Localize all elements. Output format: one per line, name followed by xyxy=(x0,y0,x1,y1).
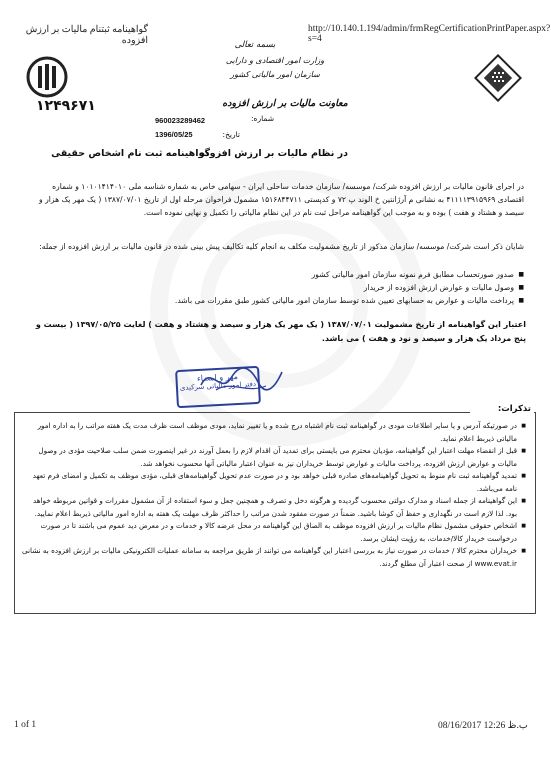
letterhead-department: معاونت مالیات بر ارزش افزوده xyxy=(222,98,348,109)
list-item: ■ صدور صورتحساب مطابق فرم نمونه سازمان امور مالیاتی کشور xyxy=(24,268,524,281)
footer-page-count: 1 of 1 xyxy=(14,720,37,730)
letterhead-ministry: وزارت امور اقتصادی و دارایی xyxy=(225,56,325,65)
list-item: ■ پرداخت مالیات و عوارض به حسابهای تعیین شده توسط سازمان امور مالیاتی کشور طبق مقررات می باشد. xyxy=(24,294,524,307)
list-item: ■ این گواهینامه از جمله اسناد و مدارک دولتی محسوب گردیده و هرگونه دخل و تصرف و همچنین جعل و سوء استفاده از آن مشمول مقررات و قوانین مربوطه خواهد بود. لذا لازم است در نگهداری و حفظ آن کوشا باشید. ضمناً در صورت مفقود شدن مراتب را حداکثر ظرف مهلت یک هفته به اداره امور مالیاتی ذیربط اعلام نمایید. xyxy=(20,495,526,520)
list-item: ■ در صورتیکه آدرس و یا سایر اطلاعات مودی در گواهینامه ثبت نام اشتباه درج شده و یا تغییر نماید، مودی موظف است ظرف مدت یک هفته مراتب را به اداره امور مالیاتی ذیربط اعلام نماید. xyxy=(20,420,526,445)
tax-organization-logo xyxy=(26,56,68,98)
print-url: http://10.140.1.194/admin/frmRegCertificationPrintPaper.aspx?s=4 xyxy=(308,24,551,44)
validity-statement: اعتبار این گواهینامه از تاریخ مشمولیت ۱۳۸۷/۰۷/۰۱ ( یک مهر یک هزار و سیصد و هشتاد و هفت ) لغایت ۱۳۹۷/۰۵/۲۵ ( بیست و پنج مرداد یک هزار و سیصد و نود و هفت ) می باشد. xyxy=(35,320,526,343)
certificate-title-left: گواهینامه ثبت نام اشخاص حقیقی xyxy=(51,148,210,159)
list-item: ■ خریداران محترم کالا / خدمات در صورت نیاز به بررسی اعتبار این گواهینامه می توانند از طریق مراجعه به سامانه عملیات الکترونیکی مالیات بر ارزش افزوده به نشانی www.evat.ir از صحت اعتبار آن مطلع گردند. xyxy=(20,545,526,570)
letterhead-organization: سازمان امور مالیاتی کشور xyxy=(230,70,320,79)
notes-list xyxy=(20,420,526,570)
stamp-line-1: مهر و امضاء xyxy=(196,371,239,384)
doc-number-value: 960023289462 xyxy=(155,116,206,125)
doc-number-label: شماره: xyxy=(251,114,274,123)
paragraph-registration: در اجرای قانون مالیات بر ارزش افزوده شرکت/ موسسه/ سازمان خدمات ساحلی ایران - سهامی خاص به شماره شناسه ملی ۱۰۱۰۱۴۱۴۰۱۰ و شماره اقتصادی ۴۱۱۱۱۳۹۱۵۹۶۹ به نشانی م آرژانتین خ الوند پ ۷۲ و کدپستی ۱۵۱۶۸۴۴۷۱۱ مشمول فراخوان مرحله اول از تاریخ ۱۳۸۷/۰۷/۰۱ ( یک مهر یک هزار و سیصد و هشتاد و هفت ) بوده و به موجب این گواهینامه مراحل ثبت نام در این نظام مالیاتی را تکمیل و نهایی نموده است. xyxy=(39,182,524,217)
list-item: ■ اشخاص حقوقی مشمول نظام مالیات بر ارزش افزوده موظف به الصاق این گواهینامه در محل عرضه کالا و خدمات و در معرض دید عموم می باشند تا در صورت درخواست خریدار کالا/خدمات، به رؤیت ایشان برسد. xyxy=(20,520,526,545)
footer-datetime: 08/16/2017 12:26 ب.ظ xyxy=(438,721,528,731)
iran-emblem-logo xyxy=(474,54,522,102)
obligations-list xyxy=(24,268,524,307)
stamp-line-2: دفتر امور مالیاتی سرکیدی xyxy=(179,380,257,392)
letterhead-invocation: بسمه تعالی xyxy=(234,40,276,50)
print-page-title: گواهینامه ثبتنام مالیات بر ارزش افزوده xyxy=(25,25,148,46)
handwritten-signature xyxy=(196,360,286,404)
doc-date-value: 1396/05/25 xyxy=(155,130,193,139)
list-item: ■ وصول مالیات و عوارض ارزش افزوده از خریدار xyxy=(24,281,524,294)
notes-heading: تذکرات: xyxy=(470,404,534,414)
list-item: ■ قبل از انقضاء مهلت اعتبار این گواهینامه، مؤدیان محترم می بایستی برای تمدید آن اقدام لازم را بعمل آورند در غیر اینصورت ضمن سلب صلاحیت مؤدی در وصول مالیات و عوارض ارزش افزوده، پرداخت مالیات و عوارض توسط خریداران نیز به عنوان اعتبار مالیاتی آنها محسوب نخواهد شد. xyxy=(20,445,526,470)
serial-number: ۱۲۴۹۶۷۱ xyxy=(36,98,96,114)
certificate-title-right: در نظام مالیات بر ارزش افزوده xyxy=(199,148,348,159)
doc-date-label: تاریخ: xyxy=(222,130,240,139)
paragraph-obligations-intro: شایان ذکر است شرکت/ موسسه/ سازمان مذکور از تاریخ مشمولیت مکلف به انجام کلیه تکالیف پیش بینی شده در قانون مالیات بر ارزش افزوده از جمله: xyxy=(39,242,524,251)
list-item: ■ تمدید گواهینامه ثبت نام منوط به تحویل گواهینامه‌های صادره قبلی خواهد بود و در صورت عدم تحویل گواهینامه‌های قبلی، مؤدی موظف به تکمیل و امضای فرم تعهد نامه می‌باشد. xyxy=(20,470,526,495)
